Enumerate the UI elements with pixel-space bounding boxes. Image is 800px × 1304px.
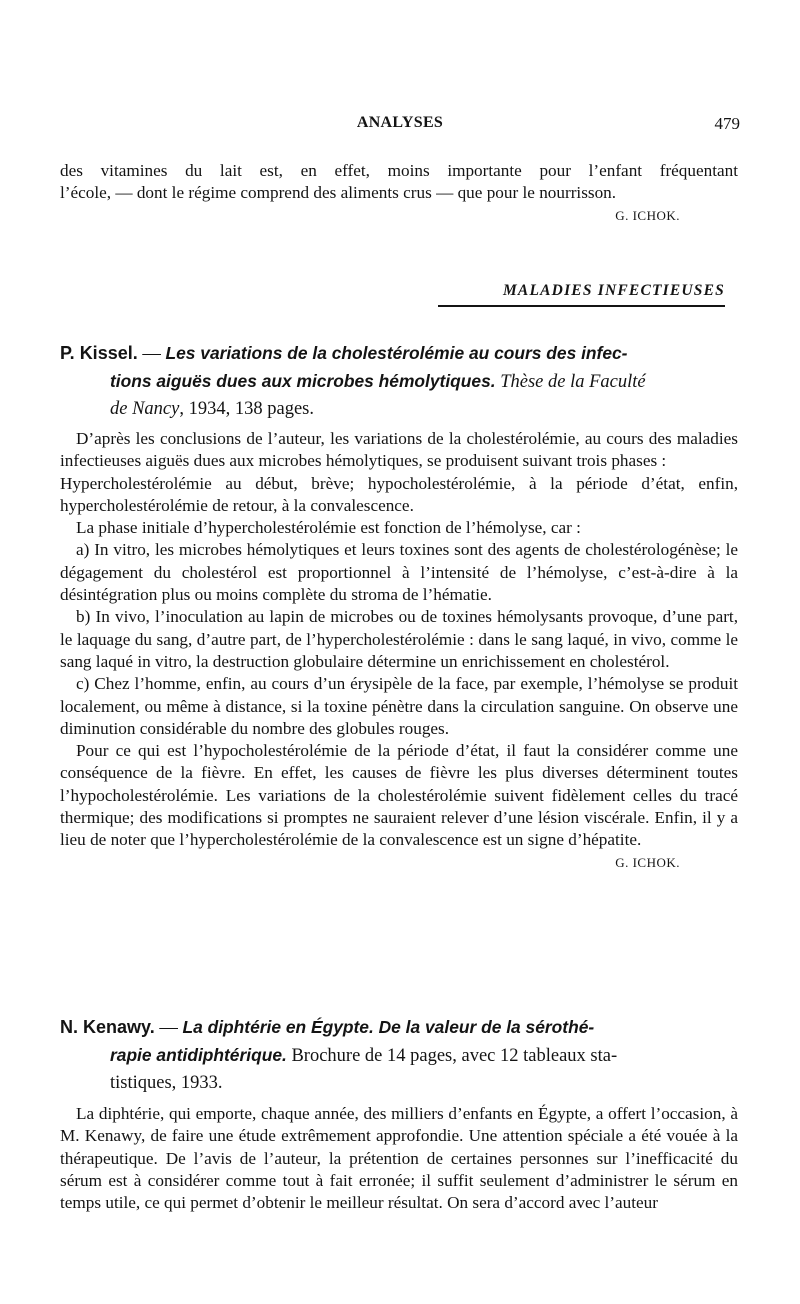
review-2-dash: —	[154, 1018, 183, 1038]
review-1-heading	[60, 340, 740, 423]
review-2-publication-date: tistiques, 1933.	[110, 1073, 223, 1093]
review-1-details: , 1934, 138 pages.	[179, 399, 314, 419]
review-2-author: N. Kenawy.	[60, 1017, 155, 1037]
review-1-paragraph: c) Chez l’homme, enfin, au cours d’un érysipèle de la face, par exemple, l’hémolyse se produit localement, ou même à distance, si la toxine pénètre dans la circulation sanguine. On observe une diminution considérable du nombre des globules rouges.	[60, 674, 738, 738]
running-header	[60, 114, 740, 138]
review-1-paragraph: Hypercholestérolémie au début, brève; hypocholestérolémie, à la période d’état, enfin, hypercholestérolémie de retour, à la convalescence.	[60, 473, 738, 515]
review-1-paragraph: D’après les conclusions de l’auteur, les variations de la cholestérolémie, au cours des maladies infectieuses aiguës dues aux microbes hémolytiques, se produisent suivant trois phases :	[60, 429, 738, 471]
review-2-body	[60, 1103, 738, 1214]
carryover-line-1: des vitamines du lait est, en effet, moins importante pour l’enfant fréquentant	[60, 161, 738, 180]
page-number: 479	[714, 114, 740, 133]
review-1-title-line-2: tions aiguës dues aux microbes hémolytiques.	[110, 371, 496, 391]
carryover-signature: G. ICHOK.	[615, 207, 680, 223]
review-2-publication: Brochure de 14 pages, avec 12 tableaux sta-	[286, 1046, 618, 1066]
review-1-publication: Thèse de la Faculté	[495, 372, 646, 392]
review-1-paragraph: b) In vivo, l’inoculation au lapin de microbes ou de toxines hémolysants provoque, d’une part, le laquage du sang, d’autre part, de l’hypercholestérolémie : dans le sang laqué, in vivo, comme le sang laqué in vitro, la destruction globulaire détermine un enrichissement en cholestérol.	[60, 607, 738, 671]
section-rule	[438, 305, 725, 307]
review-2-paragraph: La diphtérie, qui emporte, chaque année, des milliers d’enfants en Égypte, a offert l’occasion, à M. Kenawy, de faire une étude extrêmement approfondie. Une attention spéciale a été vouée à la thérapeutique. De l’avis de l’auteur, la prétention de certaines personnes sur l’inefficacité du sérum est à considérer comme tout à fait erronée; il suffit seulement d’administrer le sérum en temps utile, ce qui permet d’obtenir le meilleur résultat. On sera d’accord avec l’auteur	[60, 1104, 738, 1213]
carryover-line-2: l’école, — dont le régime comprend des aliments crus — que pour le nourrisson.	[60, 183, 617, 203]
review-2-title-line-2: rapie antidiphtérique.	[110, 1045, 287, 1065]
section-title: MALADIES INFECTIEUSES	[502, 282, 725, 299]
review-1-dash: —	[137, 344, 166, 364]
review-2-heading-line-2	[60, 1042, 740, 1070]
review-1-body	[60, 428, 738, 874]
review-1-heading-line-2	[60, 368, 740, 396]
review-1-publication-place: de Nancy	[110, 399, 180, 419]
review-2-title-line-1: La diphtérie en Égypte. De la valeur de la sérothé-	[182, 1017, 595, 1037]
review-1-heading-line-3	[60, 396, 740, 423]
carryover-text	[60, 160, 738, 227]
review-1-title-line-1: Les variations de la cholestérolémie au cours des infec-	[165, 343, 628, 363]
review-2-heading	[60, 1014, 740, 1097]
review-1-author: P. Kissel.	[60, 343, 138, 363]
review-1-paragraph: Pour ce qui est l’hypocholestérolémie de la période d’état, il faut la considérer comme une conséquence de la fièvre. En effet, les causes de fièvre les plus diverses déterminent toutes l’hypocholestérolémie. Les variations de la cholestérolémie suivent fidèlement celles du tracé thermique; des modifications si promptes ne sauraient relever d’une lésion viscérale. Enfin, il y a lieu de noter que l’hypercholestérolémie de la convalescence est un signe d’hépatite.	[60, 741, 738, 850]
review-1-paragraph: a) In vitro, les microbes hémolytiques et leurs toxines sont des agents de cholestérologénèse; le dégagement du cholestérol est proportionnel à l’intensité de l’hémolyse, c’est-à-dire à la désintégration plus ou moins complète du stroma de l’hématie.	[60, 540, 738, 605]
review-2-heading-line-3	[60, 1070, 740, 1097]
review-1-signature: G. ICHOK.	[615, 854, 680, 870]
review-1-paragraph: La phase initiale d’hypercholestérolémie est fonction de l’hémolyse, car :	[76, 518, 581, 538]
running-title: ANALYSES	[356, 114, 444, 131]
